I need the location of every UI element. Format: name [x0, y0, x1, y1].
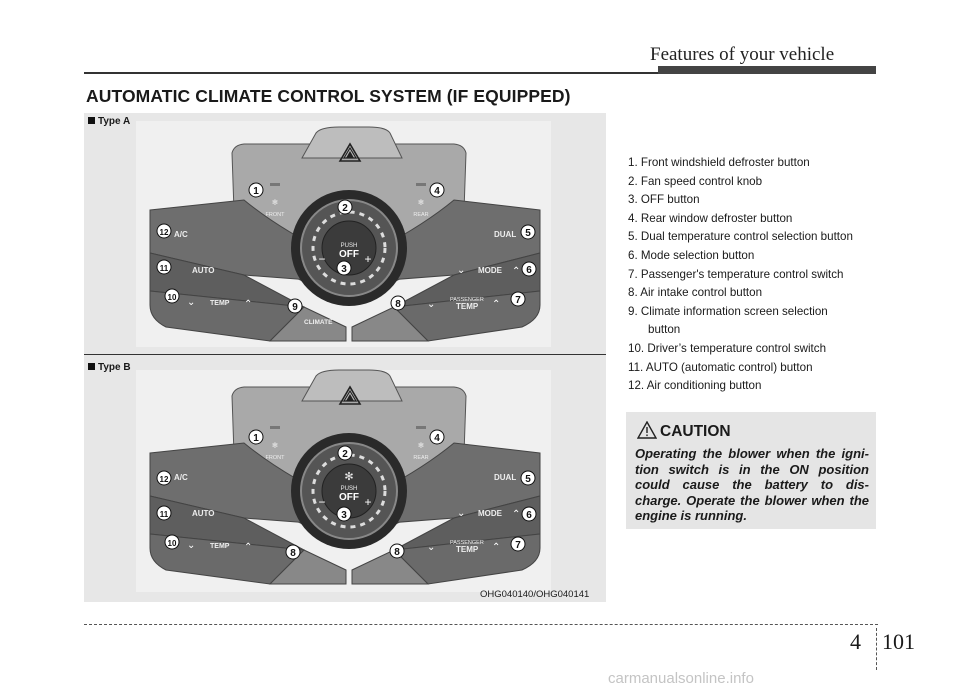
svg-text:5: 5 [525, 228, 531, 239]
svg-text:⌄: ⌄ [457, 508, 466, 519]
svg-text:7: 7 [515, 295, 521, 306]
svg-text:−: − [318, 495, 326, 509]
push-label: PUSH [340, 243, 358, 249]
header-rule [84, 72, 658, 74]
svg-text:⌃: ⌃ [512, 509, 521, 520]
svg-text:❄: ❄ [271, 198, 279, 207]
svg-text:⌄: ⌄ [427, 299, 436, 310]
page-number-divider [876, 628, 877, 670]
legend-item: 4. Rear window defroster button [628, 211, 793, 225]
climate-label: CLIMATE [304, 319, 333, 326]
svg-text:⌄: ⌄ [457, 265, 466, 276]
mode-label-b: MODE [478, 509, 502, 518]
svg-text:8: 8 [394, 547, 400, 558]
page-number: 101 [882, 629, 915, 654]
svg-text:5: 5 [525, 474, 531, 485]
svg-text:+: + [364, 252, 372, 266]
off-label: OFF [339, 249, 359, 260]
ac-label: A/C [174, 230, 188, 239]
svg-text:8: 8 [395, 299, 401, 310]
legend-item: 2. Fan speed control knob [628, 174, 763, 188]
svg-text:⌃: ⌃ [244, 542, 253, 553]
svg-text:❄: ❄ [417, 441, 425, 450]
svg-text:11: 11 [159, 510, 169, 519]
svg-text:⌃: ⌃ [492, 299, 501, 310]
legend-item: 6. Mode selection button [628, 248, 755, 262]
legend-item: 5. Dual temperature control selection button [628, 230, 853, 244]
passenger-temp-label: TEMP [456, 302, 479, 311]
svg-text:3: 3 [341, 510, 347, 521]
svg-text:12: 12 [159, 228, 169, 237]
front-label: FRONT [265, 212, 285, 218]
auto-label-b: AUTO [192, 509, 215, 518]
svg-text:8: 8 [290, 548, 296, 559]
svg-text:6: 6 [526, 265, 532, 276]
type-a-label: Type A [88, 116, 130, 127]
svg-text:6: 6 [526, 510, 532, 521]
passenger-temp-label-b: TEMP [456, 545, 479, 554]
legend-item: 10. Driver’s temperature control switch [628, 341, 827, 355]
footer-rule [84, 624, 878, 625]
rear-label-b: REAR [413, 455, 429, 461]
svg-text:10: 10 [167, 293, 177, 302]
figure-divider [84, 354, 606, 355]
legend-item: 11. AUTO (automatic control) button [628, 360, 813, 374]
type-b-panel [84, 356, 606, 596]
passenger-label: PASSENGER [450, 297, 484, 303]
svg-text:✻: ✻ [344, 471, 354, 483]
ac-label-b: A/C [174, 473, 188, 482]
header-bar [658, 66, 876, 74]
dual-label: DUAL [494, 230, 517, 239]
header-title: Features of your vehicle [650, 44, 835, 65]
type-b-label: Type B [88, 362, 131, 373]
section-title: AUTOMATIC CLIMATE CONTROL SYSTEM (IF EQUIPPED) [86, 86, 571, 106]
svg-text:4: 4 [434, 433, 440, 444]
legend-item: 1. Front windshield defroster button [628, 156, 810, 169]
front-label-b: FRONT [265, 455, 285, 461]
legend-list [628, 154, 878, 396]
caution-text: Operating the blower when the igni- tion switch is in the ON position could cause the battery to dis- charge. Operate the blower when the engine is running. [635, 446, 869, 523]
svg-text:❄: ❄ [271, 441, 279, 450]
svg-text:3: 3 [341, 264, 347, 275]
legend-item: 8. Air intake control button [628, 286, 763, 300]
off-label-b: OFF [339, 492, 359, 503]
mode-label: MODE [478, 266, 502, 275]
push-label-b: PUSH [340, 486, 358, 492]
svg-text:12: 12 [159, 475, 169, 484]
temp-label-b: TEMP [210, 543, 230, 550]
legend-item: 3. OFF button [628, 193, 700, 207]
svg-text:4: 4 [434, 186, 440, 197]
dual-label-b: DUAL [494, 473, 517, 482]
svg-text:⌃: ⌃ [492, 542, 501, 553]
svg-text:−: − [318, 252, 326, 266]
passenger-label-b: PASSENGER [450, 540, 484, 546]
rear-label: REAR [413, 212, 429, 218]
svg-text:⌄: ⌄ [427, 542, 436, 553]
watermark: carmanualsonline.info [608, 670, 754, 687]
svg-text:1: 1 [253, 186, 259, 197]
svg-text:9: 9 [292, 302, 298, 313]
svg-text:❄: ❄ [417, 198, 425, 207]
svg-text:7: 7 [515, 540, 521, 551]
temp-label: TEMP [210, 300, 230, 307]
svg-text:1: 1 [253, 433, 259, 444]
svg-text:11: 11 [159, 264, 169, 273]
svg-text:⌃: ⌃ [244, 299, 253, 310]
caution-title: CAUTION [660, 423, 731, 440]
figure-code: OHG040140/OHG040141 [480, 589, 590, 600]
type-a-panel [84, 113, 606, 353]
svg-text:10: 10 [167, 539, 177, 548]
auto-label: AUTO [192, 266, 215, 275]
legend-item: 7. Passenger's temperature control switch [628, 267, 844, 281]
chapter-number: 4 [850, 629, 861, 654]
legend-item: 12. Air conditioning button [628, 379, 762, 393]
svg-text:2: 2 [342, 203, 348, 214]
svg-text:⌄: ⌄ [187, 297, 196, 308]
svg-text:2: 2 [342, 449, 348, 460]
svg-text:+: + [364, 495, 372, 509]
svg-text:⌄: ⌄ [187, 540, 196, 551]
legend-item: 9. Climate information screen selection [628, 304, 828, 318]
legend-item-continuation: button [648, 323, 681, 337]
svg-text:⌃: ⌃ [512, 266, 521, 277]
warning-triangle-icon [637, 421, 657, 439]
